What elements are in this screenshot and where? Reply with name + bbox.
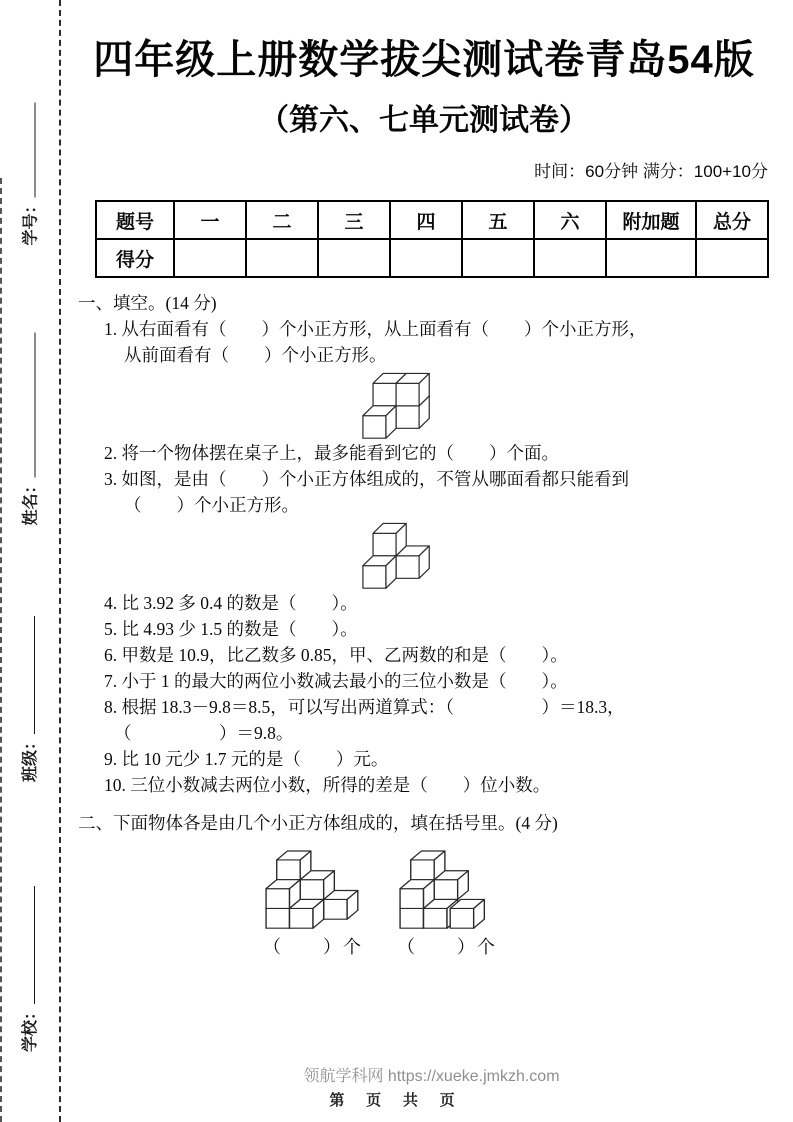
header-cell: 附加题 (606, 201, 696, 239)
score-cell (696, 239, 768, 277)
caption-two-right: （ ）个 (397, 937, 497, 957)
header-cell: 二 (246, 201, 318, 239)
header-cell: 题号 (96, 201, 174, 239)
left-edge-dashed-line (0, 178, 2, 1122)
header-cell: 总分 (696, 201, 768, 239)
section-two-heading: 二、下面物体各是由几个小正方体组成的，填在括号里。(4 分) (78, 813, 558, 833)
name-blank-line (21, 332, 36, 477)
question-5: 5. 比 4.93 少 1.5 的数是（ ）。 (104, 619, 358, 639)
caption-two-left: （ ）个 (263, 937, 363, 957)
cube-figure-two-left (263, 842, 363, 960)
name-label: 姓名： (22, 477, 40, 526)
class-blank-line (20, 616, 35, 734)
question-3-line1: 3. 如图，是由（ ）个小正方体组成的，不管从哪面看都只能看到 (104, 469, 629, 489)
page-subtitle: （第六、七单元测试卷） (259, 104, 589, 137)
cube-figure-q1 (362, 368, 432, 440)
score-table (95, 200, 769, 278)
question-2: 2. 将一个物体摆在桌子上，最多能看到它的（ ）个面。 (104, 443, 559, 463)
page-title: 四年级上册数学拔尖测试卷青岛54版 (93, 38, 755, 82)
header-cell: 六 (534, 201, 606, 239)
cube-figure-two-right (397, 842, 497, 960)
student-id-field (18, 89, 44, 246)
cube-figure-q3 (362, 518, 432, 590)
score-cell (606, 239, 696, 277)
class-field (17, 602, 43, 782)
question-10: 10. 三位小数减去两位小数，所得的差是（ ）位小数。 (104, 775, 551, 795)
name-field (18, 319, 44, 526)
exam-meta: 时间：60分钟 满分：100+10分 (534, 162, 768, 181)
student-id-blank-line (21, 102, 36, 197)
score-cell (318, 239, 390, 277)
watermark-site-link: 领航学科网 https://xueke.jmkzh.com (303, 1068, 560, 1085)
score-cell (462, 239, 534, 277)
school-label: 学校： (22, 1003, 39, 1052)
question-7: 7. 小于 1 的最大的两位小数减去最小的三位小数是（ ）。 (104, 671, 568, 691)
header-cell: 五 (462, 201, 534, 239)
question-8-line2: （ ）＝9.8。 (114, 723, 294, 743)
student-id-label: 学号： (22, 197, 40, 246)
header-cell: 一 (174, 201, 246, 239)
question-9: 9. 比 10 元少 1.7 元的是（ ）元。 (104, 749, 389, 769)
school-field (17, 872, 43, 1052)
question-1-line2: 从前面看有（ ）个小正方形。 (124, 345, 387, 365)
question-4: 4. 比 3.92 多 0.4 的数是（ ）。 (104, 593, 358, 613)
score-cell (174, 239, 246, 277)
section-two-figures (263, 842, 770, 960)
question-8-line1: 8. 根据 18.3－9.8＝8.5，可以写出两道算式：（ ）＝18.3， (104, 697, 625, 717)
page-number-line: 第 页 共 页 (329, 1093, 464, 1109)
paper-content (78, 0, 770, 960)
score-table-score-row (96, 239, 768, 277)
score-label-cell: 得分 (96, 239, 174, 277)
score-cell (390, 239, 462, 277)
school-blank-line (20, 886, 35, 1004)
question-6: 6. 甲数是 10.9，比乙数多 0.85，甲、乙两数的和是（ ）。 (104, 645, 568, 665)
score-cell (246, 239, 318, 277)
header-cell: 三 (318, 201, 390, 239)
header-cell: 四 (390, 201, 462, 239)
section-one-heading: 一、填空。(14 分) (78, 293, 217, 313)
score-table-header-row (96, 201, 768, 239)
class-label: 班级： (22, 733, 39, 782)
question-3-line2: （ ）个小正方形。 (124, 495, 299, 515)
binding-dashed-line (59, 0, 61, 1122)
question-1-line1: 1. 从右面看有（ ）个小正方形，从上面看有（ ）个小正方形， (104, 319, 647, 339)
score-cell (534, 239, 606, 277)
